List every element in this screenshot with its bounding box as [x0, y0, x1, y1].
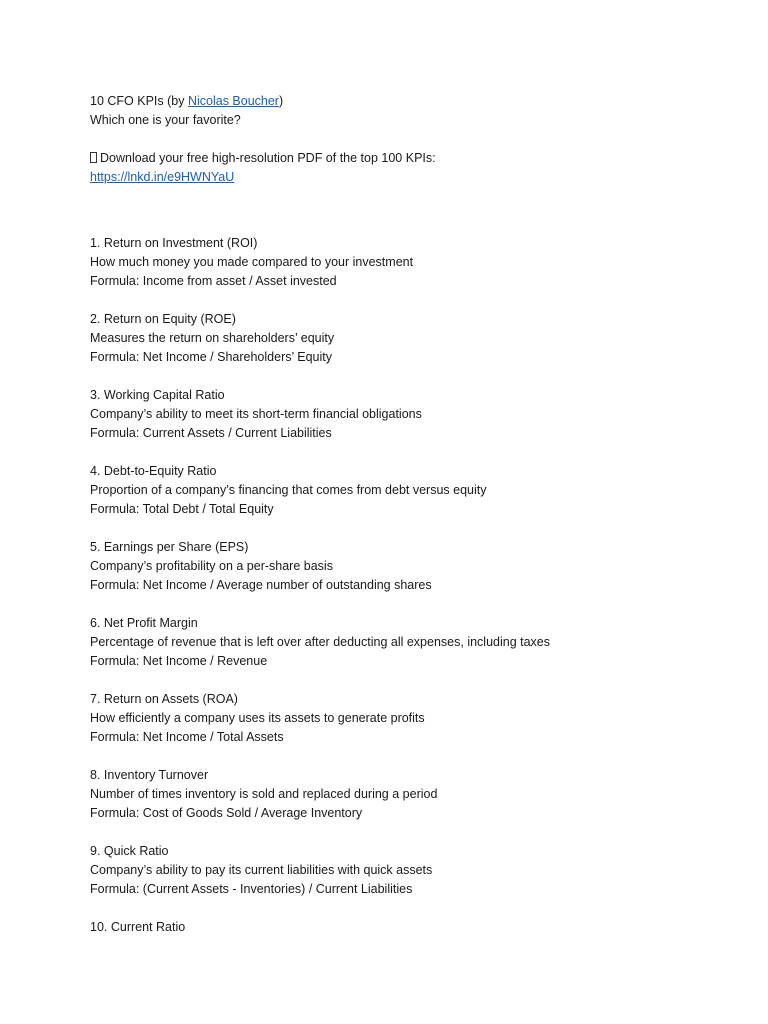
kpi-description: How much money you made compared to your investment	[90, 255, 414, 269]
spacer	[90, 130, 730, 149]
kpi-description: Measures the return on shareholders’ equity	[90, 331, 335, 345]
kpi-title: 9. Quick Ratio	[90, 844, 169, 858]
spacer	[90, 187, 730, 234]
kpi-formula: Formula: Net Income / Shareholders’ Equity	[90, 350, 333, 364]
kpi-formula: Formula: Cost of Goods Sold / Average Inventory	[90, 806, 363, 820]
kpi-title: 10. Current Ratio	[90, 920, 186, 934]
kpi-title: 8. Inventory Turnover	[90, 768, 209, 782]
author-link[interactable]: Nicolas Boucher	[187, 94, 279, 108]
kpi-description: Proportion of a company’s financing that comes from debt versus equity	[90, 483, 487, 497]
placeholder-box-icon	[90, 152, 97, 163]
kpi-description: Company’s profitability on a per-share basis	[90, 559, 333, 573]
download-line	[90, 149, 730, 168]
kpi-item	[90, 234, 730, 310]
kpi-title: 6. Net Profit Margin	[90, 616, 198, 630]
kpi-formula: Formula: Current Assets / Current Liabilities	[90, 426, 332, 440]
kpi-title: 5. Earnings per Share (EPS)	[90, 540, 249, 554]
title-suffix: )	[278, 94, 284, 108]
kpi-title: 4. Debt-to-Equity Ratio	[90, 464, 217, 478]
kpi-formula: Formula: Net Income / Revenue	[90, 654, 268, 668]
kpi-description: How efficiently a company uses its assets to generate profits	[90, 711, 425, 725]
kpi-item	[90, 842, 730, 918]
document-page	[90, 92, 730, 937]
kpi-description: Percentage of revenue that is left over after deducting all expenses, including taxes	[90, 635, 551, 649]
kpi-formula: Formula: Total Debt / Total Equity	[90, 502, 274, 516]
download-link[interactable]: https://lnkd.in/e9HWNYaU	[90, 170, 235, 184]
download-text: Download your free high-resolution PDF of the top 100 KPIs:	[100, 151, 436, 165]
kpi-description: Company’s ability to meet its short-term financial obligations	[90, 407, 422, 421]
kpi-item	[90, 462, 730, 538]
kpi-title: 3. Working Capital Ratio	[90, 388, 225, 402]
kpi-item	[90, 766, 730, 842]
question-line: Which one is your favorite?	[90, 113, 241, 127]
kpi-formula: Formula: Net Income / Total Assets	[90, 730, 284, 744]
document-title	[90, 92, 730, 111]
kpi-item	[90, 310, 730, 386]
kpi-item	[90, 386, 730, 462]
kpi-formula: Formula: (Current Assets - Inventories) / Current Liabilities	[90, 882, 413, 896]
kpi-item	[90, 918, 730, 937]
kpi-title: 2. Return on Equity (ROE)	[90, 312, 236, 326]
kpi-formula: Formula: Income from asset / Asset invested	[90, 274, 337, 288]
kpi-item	[90, 614, 730, 690]
title-prefix: 10 CFO KPIs (by	[90, 94, 188, 108]
kpi-formula: Formula: Net Income / Average number of outstanding shares	[90, 578, 432, 592]
kpi-item	[90, 538, 730, 614]
kpi-title: 1. Return on Investment (ROI)	[90, 236, 258, 250]
kpi-item	[90, 690, 730, 766]
kpi-title: 7. Return on Assets (ROA)	[90, 692, 238, 706]
kpi-description: Number of times inventory is sold and replaced during a period	[90, 787, 438, 801]
kpi-description: Company’s ability to pay its current liabilities with quick assets	[90, 863, 433, 877]
